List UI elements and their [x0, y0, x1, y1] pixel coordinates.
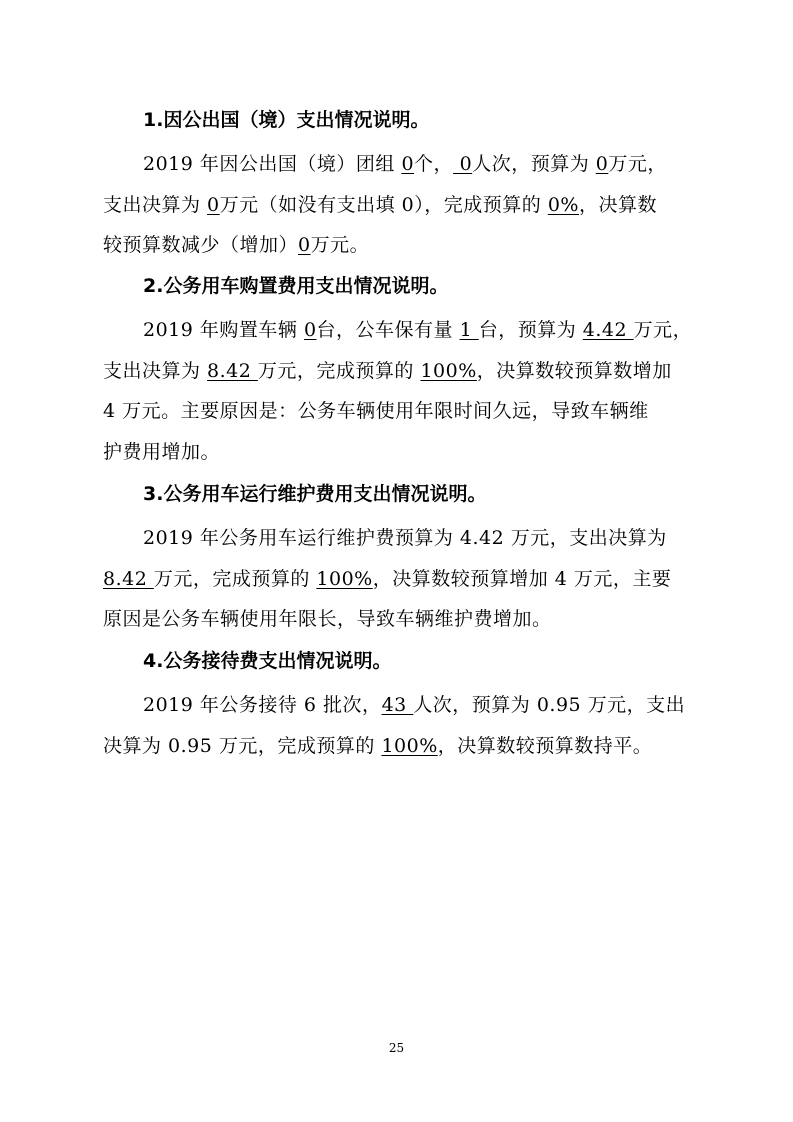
- text-run: 4 万元。主要原因是：公务车辆使用年限时间久远，导致车辆维: [103, 400, 649, 422]
- section-4-line-1: [143, 693, 685, 717]
- text-run: ，决算数较预算增加 4 万元，主要: [372, 568, 672, 590]
- text-run: 原因是公务车辆使用年限长，导致车辆维护费增加。: [103, 608, 552, 630]
- text-run: ，决算数: [578, 194, 657, 216]
- underlined-value: 100%: [316, 568, 373, 590]
- text-run: 万元。: [310, 234, 370, 256]
- underlined-value: 4.42: [582, 319, 634, 341]
- text-run: 人次，预算为 0.95 万元，支出: [413, 694, 686, 716]
- text-run: 2019 年因公出国（境）团组: [143, 153, 402, 175]
- underlined-value: 1: [459, 319, 479, 341]
- text-run: 较预算数减少（增加）: [103, 234, 299, 256]
- underlined-value: 0: [207, 194, 220, 216]
- text-run: 2019 年公务用车运行维护费预算为 4.42 万元，支出决算为: [143, 527, 667, 549]
- underlined-value: 0: [298, 234, 311, 256]
- section-1-line-2: [103, 193, 657, 217]
- text-run: 台，预算为: [478, 319, 583, 341]
- text-run: 人次，预算为: [472, 153, 596, 175]
- text-run: 万元（如没有支出填 0），完成预算的: [219, 194, 548, 216]
- underlined-value: 0: [453, 153, 473, 175]
- section-2-line-2: [103, 359, 672, 383]
- underlined-value: 100%: [420, 360, 477, 382]
- text-run: 2019 年购置车辆: [143, 319, 304, 341]
- underlined-value: 0: [303, 319, 317, 341]
- underlined-value: 0: [595, 153, 609, 175]
- section-1-line-3: [103, 233, 369, 257]
- section-2-heading: 2.公务用车购置费用支出情况说明。: [143, 275, 449, 297]
- section-2-line-1: [143, 318, 692, 342]
- section-3-line-1: [143, 526, 667, 550]
- section-2-line-4: [103, 440, 220, 464]
- underlined-value: 0%: [547, 194, 579, 216]
- text-run: 2019 年公务接待 6 批次，: [143, 694, 382, 716]
- text-run: 护费用增加。: [103, 441, 221, 463]
- section-4-line-2: [103, 734, 652, 758]
- text-run: 万元，完成预算的: [257, 360, 421, 382]
- text-run: ，决算数较预算数持平。: [437, 735, 653, 757]
- text-run: 万元，: [633, 319, 693, 341]
- section-3-heading: 3.公务用车运行维护费用支出情况说明。: [143, 483, 487, 505]
- section-1-line-1: [143, 152, 667, 176]
- text-run: ，决算数较预算数增加: [476, 360, 672, 382]
- text-run: 台，公车保有量: [316, 319, 460, 341]
- text-run: 万元，完成预算的: [153, 568, 317, 590]
- section-2-line-3: [103, 399, 649, 423]
- section-4-heading: 4.公务接待费支出情况说明。: [143, 650, 392, 672]
- text-run: 个，: [414, 153, 454, 175]
- section-1-heading: 1.因公出国（境）支出情况说明。: [143, 109, 430, 131]
- text-run: 支出决算为: [103, 194, 208, 216]
- underlined-value: 8.42: [207, 360, 258, 382]
- page-number: 25: [388, 1041, 405, 1055]
- underlined-value: 43: [381, 694, 414, 716]
- section-3-line-2: [103, 567, 671, 591]
- underlined-value: 100%: [381, 735, 438, 757]
- section-3-line-3: [103, 607, 552, 631]
- text-run: 支出决算为: [103, 360, 208, 382]
- text-run: 决算为 0.95 万元，完成预算的: [103, 735, 382, 757]
- underlined-value: 0: [401, 153, 415, 175]
- underlined-value: 8.42: [103, 568, 154, 590]
- text-run: 万元，: [608, 153, 667, 175]
